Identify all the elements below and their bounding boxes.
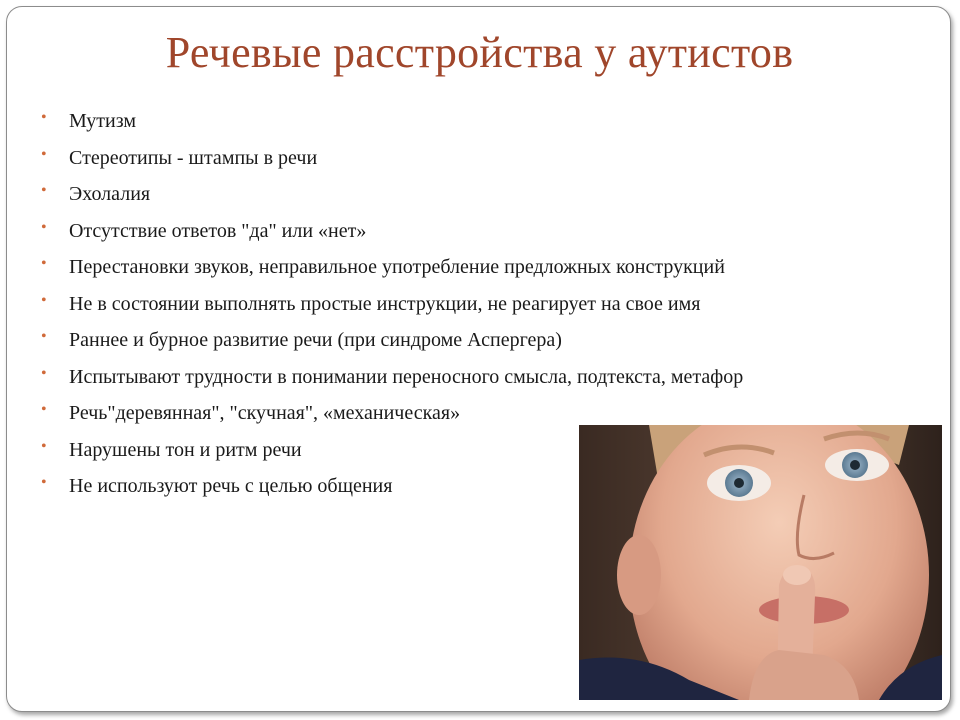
list-item-text: Мутизм	[69, 110, 137, 132]
list-item-text: Эхолалия	[69, 183, 151, 205]
bullet-icon: •	[41, 401, 47, 418]
bullet-icon: •	[41, 291, 47, 309]
list-item-text: Испытывают трудности в понимании переносного смысла, подтекста, метафор	[69, 365, 744, 388]
bullet-icon: •	[41, 109, 47, 126]
bullet-icon: •	[41, 182, 47, 199]
bullet-icon: •	[41, 437, 47, 455]
bullet-icon: •	[41, 474, 47, 491]
list-item	[39, 322, 919, 359]
list-item	[39, 140, 919, 177]
list-item-text: Нарушены тон и ритм речи	[69, 438, 302, 461]
bullet-icon: •	[41, 255, 47, 272]
list-item	[39, 176, 919, 213]
bullet-icon: •	[41, 218, 47, 236]
slide	[6, 6, 951, 712]
list-item	[39, 213, 919, 250]
list-item	[39, 249, 919, 286]
list-item-text: Речь"деревянная", "скучная", «механическая»	[69, 402, 461, 424]
list-item	[39, 103, 919, 140]
list-item-text: Отсутствие ответов "да" или «нет»	[69, 219, 367, 242]
bullet-icon: •	[41, 328, 47, 345]
list-item-text: Стереотипы - штампы в речи	[69, 146, 318, 169]
list-item	[39, 286, 919, 323]
list-item	[39, 359, 919, 396]
list-item-text: Не используют речь с целью общения	[69, 475, 393, 497]
list-item-text: Не в состоянии выполнять простые инструкции, не реагирует на свое имя	[69, 292, 701, 315]
slide-title: Речевые расстройства у аутистов	[165, 28, 794, 77]
bullet-icon: •	[41, 364, 47, 382]
list-item-text: Перестановки звуков, неправильное употребление предложных конструкций	[69, 256, 725, 278]
list-item-text: Раннее и бурное развитие речи (при синдроме Аспергера)	[69, 329, 562, 351]
child-photo	[579, 425, 942, 700]
bullet-icon: •	[41, 145, 47, 163]
